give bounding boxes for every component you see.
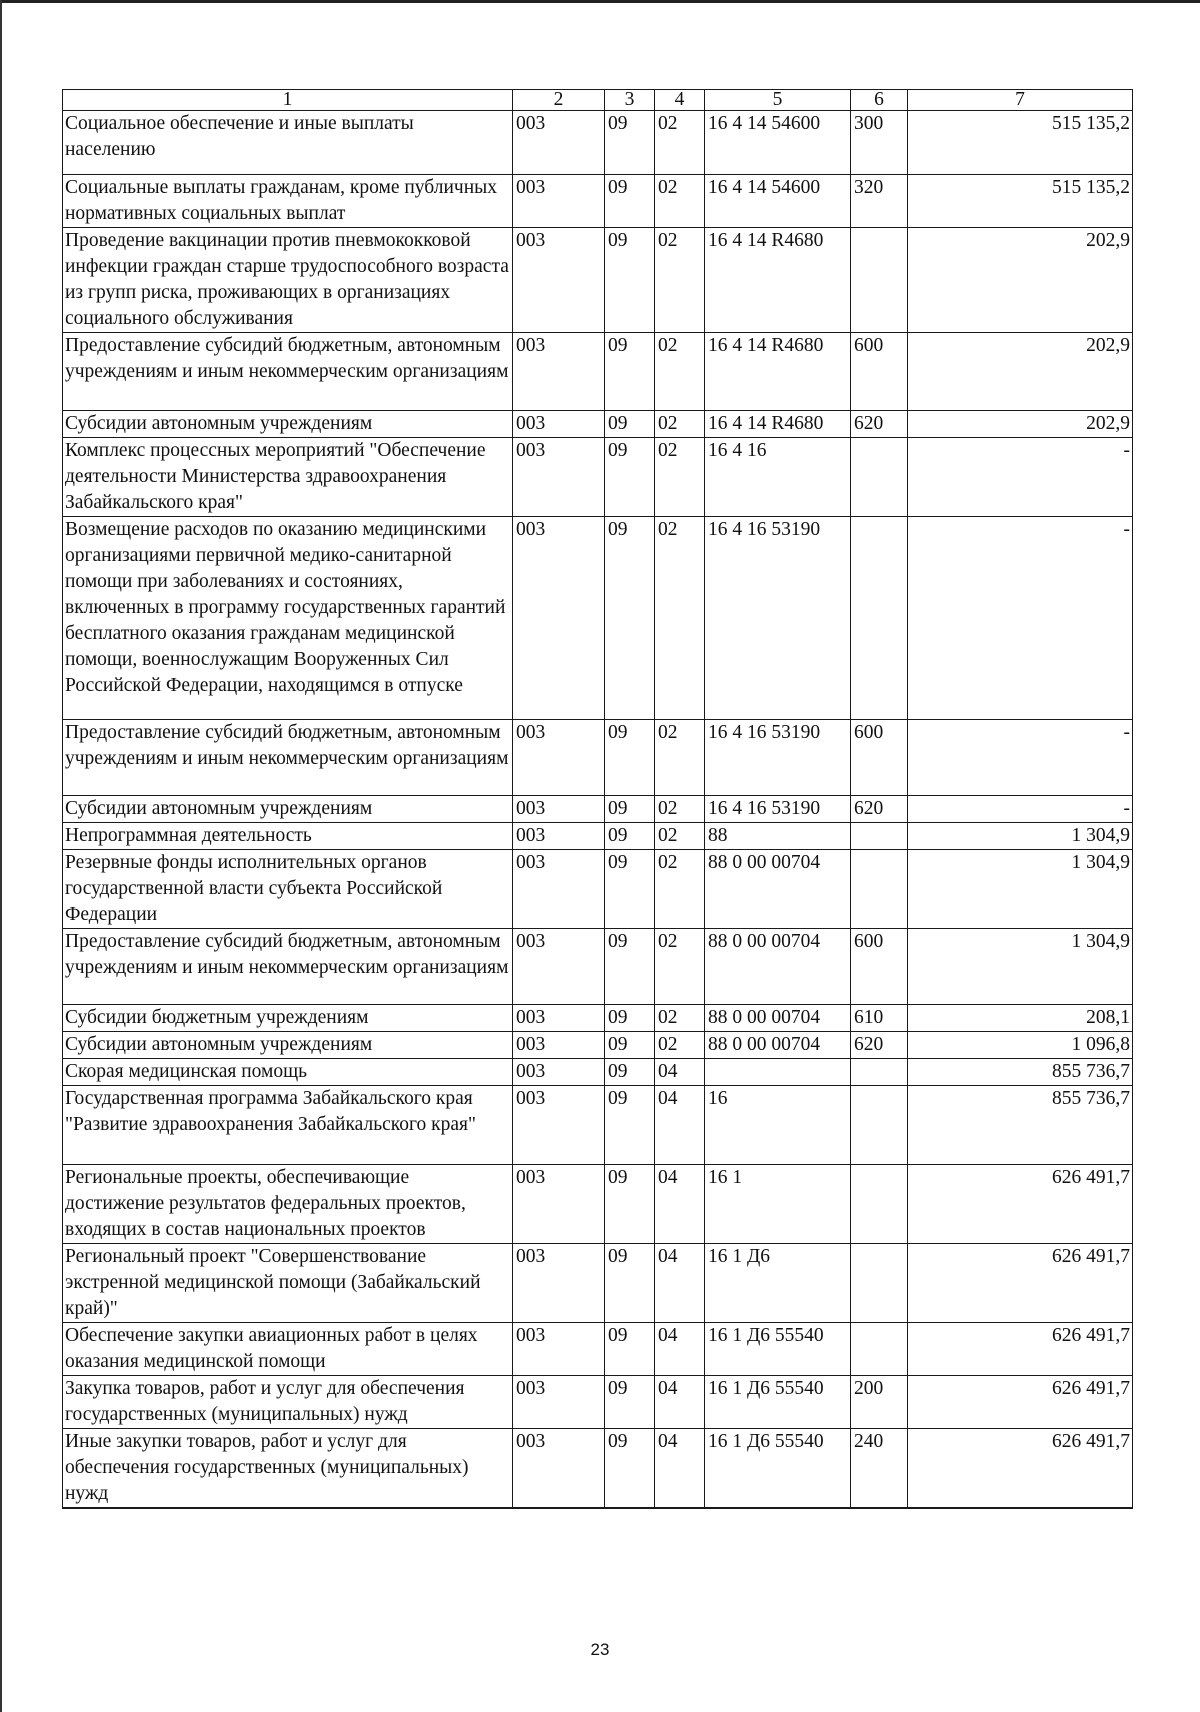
row-name-cell: Комплекс процессных мероприятий "Обеспечение деятельности Министерства здравоохранения Забайкальского края" [63, 438, 513, 517]
row-admin-code-cell: 003 [513, 111, 605, 175]
row-admin-code-cell: 003 [513, 438, 605, 517]
row-target-article-cell: 16 1 Д6 55540 [705, 1429, 851, 1509]
row-section-cell: 09 [605, 333, 655, 411]
row-section-cell: 09 [605, 438, 655, 517]
header-col-7: 7 [908, 90, 1133, 111]
row-name-cell: Субсидии автономным учреждениям [63, 796, 513, 823]
row-section-cell: 09 [605, 1059, 655, 1086]
row-admin-code-cell: 003 [513, 929, 605, 1005]
row-target-article-cell: 16 [705, 1086, 851, 1165]
row-subsection-cell: 02 [655, 1032, 705, 1059]
header-col-6: 6 [851, 90, 908, 111]
row-subsection-cell: 02 [655, 796, 705, 823]
row-admin-code-cell: 003 [513, 1244, 605, 1323]
table-row [63, 1086, 1133, 1165]
row-amount-cell: 1 304,9 [908, 823, 1133, 850]
row-name-cell: Социальные выплаты гражданам, кроме публичных нормативных социальных выплат [63, 175, 513, 228]
row-admin-code-cell: 003 [513, 1376, 605, 1429]
row-target-article-cell: 16 4 14 R4680 [705, 333, 851, 411]
row-name-cell: Возмещение расходов по оказанию медицинскими организациями первичной медико-санитарной помощи при заболеваниях и состояниях, включенных в программу государственных гарантий бесплатного оказания гражданам медицинской помощи, военнослужащим Вооруженных Сил Российской Федерации, находящимся в отпуске [63, 517, 513, 720]
row-amount-cell: 626 491,7 [908, 1244, 1133, 1323]
row-target-article-cell: 16 4 16 53190 [705, 796, 851, 823]
row-admin-code-cell: 003 [513, 411, 605, 438]
row-expense-type-cell: 600 [851, 720, 908, 796]
row-amount-cell: 626 491,7 [908, 1429, 1133, 1509]
table-body [63, 111, 1133, 1509]
row-expense-type-cell: 200 [851, 1376, 908, 1429]
header-col-4: 4 [655, 90, 705, 111]
table-row [63, 1005, 1133, 1032]
row-expense-type-cell [851, 438, 908, 517]
row-section-cell: 09 [605, 796, 655, 823]
row-amount-cell: 626 491,7 [908, 1165, 1133, 1244]
row-section-cell: 09 [605, 1323, 655, 1376]
row-subsection-cell: 04 [655, 1165, 705, 1244]
row-subsection-cell: 02 [655, 175, 705, 228]
table-row [63, 228, 1133, 333]
row-section-cell: 09 [605, 1005, 655, 1032]
page-number: 23 [590, 1640, 610, 1659]
table-row [63, 411, 1133, 438]
row-target-article-cell: 88 [705, 823, 851, 850]
row-name-cell: Субсидии автономным учреждениям [63, 411, 513, 438]
row-name-cell: Государственная программа Забайкальского края "Развитие здравоохранения Забайкальского края" [63, 1086, 513, 1165]
row-admin-code-cell: 003 [513, 1429, 605, 1509]
row-amount-cell: 855 736,7 [908, 1059, 1133, 1086]
row-target-article-cell: 16 4 16 53190 [705, 720, 851, 796]
table-row [63, 720, 1133, 796]
row-name-cell: Субсидии автономным учреждениям [63, 1032, 513, 1059]
budget-table [62, 89, 1133, 1509]
row-admin-code-cell: 003 [513, 1165, 605, 1244]
row-amount-cell: - [908, 720, 1133, 796]
row-subsection-cell: 02 [655, 228, 705, 333]
row-name-cell: Предоставление субсидий бюджетным, автономным учреждениям и иным некоммерческим организациям [63, 929, 513, 1005]
row-subsection-cell: 02 [655, 333, 705, 411]
row-admin-code-cell: 003 [513, 720, 605, 796]
table-row [63, 823, 1133, 850]
row-target-article-cell: 16 1 [705, 1165, 851, 1244]
row-admin-code-cell: 003 [513, 1086, 605, 1165]
row-target-article-cell: 88 0 00 00704 [705, 929, 851, 1005]
row-section-cell: 09 [605, 111, 655, 175]
row-subsection-cell: 04 [655, 1429, 705, 1509]
table-row [63, 1032, 1133, 1059]
row-subsection-cell: 02 [655, 850, 705, 929]
row-expense-type-cell: 600 [851, 333, 908, 411]
row-expense-type-cell [851, 1059, 908, 1086]
row-name-cell: Закупка товаров, работ и услуг для обеспечения государственных (муниципальных) нужд [63, 1376, 513, 1429]
row-target-article-cell: 16 4 14 R4680 [705, 411, 851, 438]
row-amount-cell: 855 736,7 [908, 1086, 1133, 1165]
row-expense-type-cell: 600 [851, 929, 908, 1005]
table-row [63, 1059, 1133, 1086]
row-section-cell: 09 [605, 1429, 655, 1509]
page-left-border [0, 0, 2, 1712]
row-amount-cell: 515 135,2 [908, 175, 1133, 228]
row-expense-type-cell [851, 1244, 908, 1323]
row-amount-cell: - [908, 517, 1133, 720]
row-section-cell: 09 [605, 823, 655, 850]
row-subsection-cell: 02 [655, 823, 705, 850]
row-subsection-cell: 04 [655, 1244, 705, 1323]
row-name-cell: Непрограммная деятельность [63, 823, 513, 850]
row-target-article-cell [705, 1059, 851, 1086]
row-admin-code-cell: 003 [513, 228, 605, 333]
row-name-cell: Социальное обеспечение и иные выплаты населению [63, 111, 513, 175]
row-expense-type-cell [851, 1165, 908, 1244]
row-section-cell: 09 [605, 175, 655, 228]
table-row [63, 1429, 1133, 1509]
row-name-cell: Иные закупки товаров, работ и услуг для обеспечения государственных (муниципальных) нужд [63, 1429, 513, 1509]
table-row [63, 1376, 1133, 1429]
row-amount-cell: 202,9 [908, 228, 1133, 333]
row-amount-cell: 626 491,7 [908, 1323, 1133, 1376]
header-col-5: 5 [705, 90, 851, 111]
row-admin-code-cell: 003 [513, 796, 605, 823]
row-amount-cell: - [908, 438, 1133, 517]
header-col-3: 3 [605, 90, 655, 111]
row-amount-cell: 1 304,9 [908, 929, 1133, 1005]
table-row [63, 517, 1133, 720]
row-target-article-cell: 16 1 Д6 [705, 1244, 851, 1323]
row-section-cell: 09 [605, 850, 655, 929]
row-admin-code-cell: 003 [513, 333, 605, 411]
row-amount-cell: - [908, 796, 1133, 823]
row-expense-type-cell [851, 1323, 908, 1376]
row-name-cell: Резервные фонды исполнительных органов государственной власти субъекта Российской Федерации [63, 850, 513, 929]
row-name-cell: Предоставление субсидий бюджетным, автономным учреждениям и иным некоммерческим организациям [63, 720, 513, 796]
row-name-cell: Обеспечение закупки авиационных работ в целях оказания медицинской помощи [63, 1323, 513, 1376]
table-row [63, 438, 1133, 517]
row-expense-type-cell: 240 [851, 1429, 908, 1509]
row-target-article-cell: 16 4 14 54600 [705, 111, 851, 175]
row-section-cell: 09 [605, 1165, 655, 1244]
row-amount-cell: 1 096,8 [908, 1032, 1133, 1059]
row-expense-type-cell [851, 823, 908, 850]
row-subsection-cell: 04 [655, 1059, 705, 1086]
row-target-article-cell: 88 0 00 00704 [705, 1005, 851, 1032]
table-row [63, 929, 1133, 1005]
row-subsection-cell: 04 [655, 1086, 705, 1165]
row-admin-code-cell: 003 [513, 1032, 605, 1059]
row-section-cell: 09 [605, 228, 655, 333]
row-name-cell: Региональный проект "Совершенствование экстренной медицинской помощи (Забайкальский край)" [63, 1244, 513, 1323]
row-name-cell: Региональные проекты, обеспечивающие достижение результатов федеральных проектов, входящих в состав национальных проектов [63, 1165, 513, 1244]
row-subsection-cell: 02 [655, 411, 705, 438]
row-admin-code-cell: 003 [513, 1323, 605, 1376]
row-target-article-cell: 16 4 14 54600 [705, 175, 851, 228]
header-col-1: 1 [63, 90, 513, 111]
row-target-article-cell: 88 0 00 00704 [705, 850, 851, 929]
row-target-article-cell: 16 1 Д6 55540 [705, 1376, 851, 1429]
row-subsection-cell: 04 [655, 1376, 705, 1429]
row-expense-type-cell: 320 [851, 175, 908, 228]
row-expense-type-cell [851, 228, 908, 333]
row-admin-code-cell: 003 [513, 823, 605, 850]
row-admin-code-cell: 003 [513, 517, 605, 720]
row-admin-code-cell: 003 [513, 1005, 605, 1032]
row-section-cell: 09 [605, 1032, 655, 1059]
row-expense-type-cell: 610 [851, 1005, 908, 1032]
row-admin-code-cell: 003 [513, 1059, 605, 1086]
table-row [63, 333, 1133, 411]
row-name-cell: Субсидии бюджетным учреждениям [63, 1005, 513, 1032]
row-amount-cell: 515 135,2 [908, 111, 1133, 175]
row-expense-type-cell [851, 850, 908, 929]
row-name-cell: Скорая медицинская помощь [63, 1059, 513, 1086]
row-name-cell: Предоставление субсидий бюджетным, автономным учреждениям и иным некоммерческим организациям [63, 333, 513, 411]
row-target-article-cell: 88 0 00 00704 [705, 1032, 851, 1059]
row-target-article-cell: 16 4 16 53190 [705, 517, 851, 720]
page-top-border [0, 0, 1200, 3]
table-row [63, 796, 1133, 823]
row-subsection-cell: 02 [655, 929, 705, 1005]
header-row [63, 90, 1133, 111]
row-section-cell: 09 [605, 517, 655, 720]
row-section-cell: 09 [605, 1244, 655, 1323]
row-name-cell: Проведение вакцинации против пневмококковой инфекции граждан старше трудоспособного возраста из групп риска, проживающих в организациях социального обслуживания [63, 228, 513, 333]
row-admin-code-cell: 003 [513, 850, 605, 929]
row-target-article-cell: 16 4 16 [705, 438, 851, 517]
row-amount-cell: 626 491,7 [908, 1376, 1133, 1429]
row-section-cell: 09 [605, 411, 655, 438]
row-subsection-cell: 04 [655, 1323, 705, 1376]
table-row [63, 1323, 1133, 1376]
header-col-2: 2 [513, 90, 605, 111]
row-amount-cell: 202,9 [908, 333, 1133, 411]
row-amount-cell: 1 304,9 [908, 850, 1133, 929]
row-target-article-cell: 16 1 Д6 55540 [705, 1323, 851, 1376]
row-section-cell: 09 [605, 1086, 655, 1165]
table-row [63, 1165, 1133, 1244]
row-expense-type-cell: 620 [851, 796, 908, 823]
table-row [63, 850, 1133, 929]
row-subsection-cell: 02 [655, 111, 705, 175]
table-row [63, 175, 1133, 228]
row-subsection-cell: 02 [655, 1005, 705, 1032]
row-admin-code-cell: 003 [513, 175, 605, 228]
row-subsection-cell: 02 [655, 720, 705, 796]
row-amount-cell: 202,9 [908, 411, 1133, 438]
table-row [63, 1244, 1133, 1323]
row-section-cell: 09 [605, 929, 655, 1005]
table-row [63, 111, 1133, 175]
row-subsection-cell: 02 [655, 517, 705, 720]
row-target-article-cell: 16 4 14 R4680 [705, 228, 851, 333]
row-expense-type-cell: 620 [851, 1032, 908, 1059]
row-expense-type-cell [851, 1086, 908, 1165]
row-section-cell: 09 [605, 720, 655, 796]
row-expense-type-cell: 300 [851, 111, 908, 175]
row-amount-cell: 208,1 [908, 1005, 1133, 1032]
row-subsection-cell: 02 [655, 438, 705, 517]
row-section-cell: 09 [605, 1376, 655, 1429]
row-expense-type-cell: 620 [851, 411, 908, 438]
row-expense-type-cell [851, 517, 908, 720]
